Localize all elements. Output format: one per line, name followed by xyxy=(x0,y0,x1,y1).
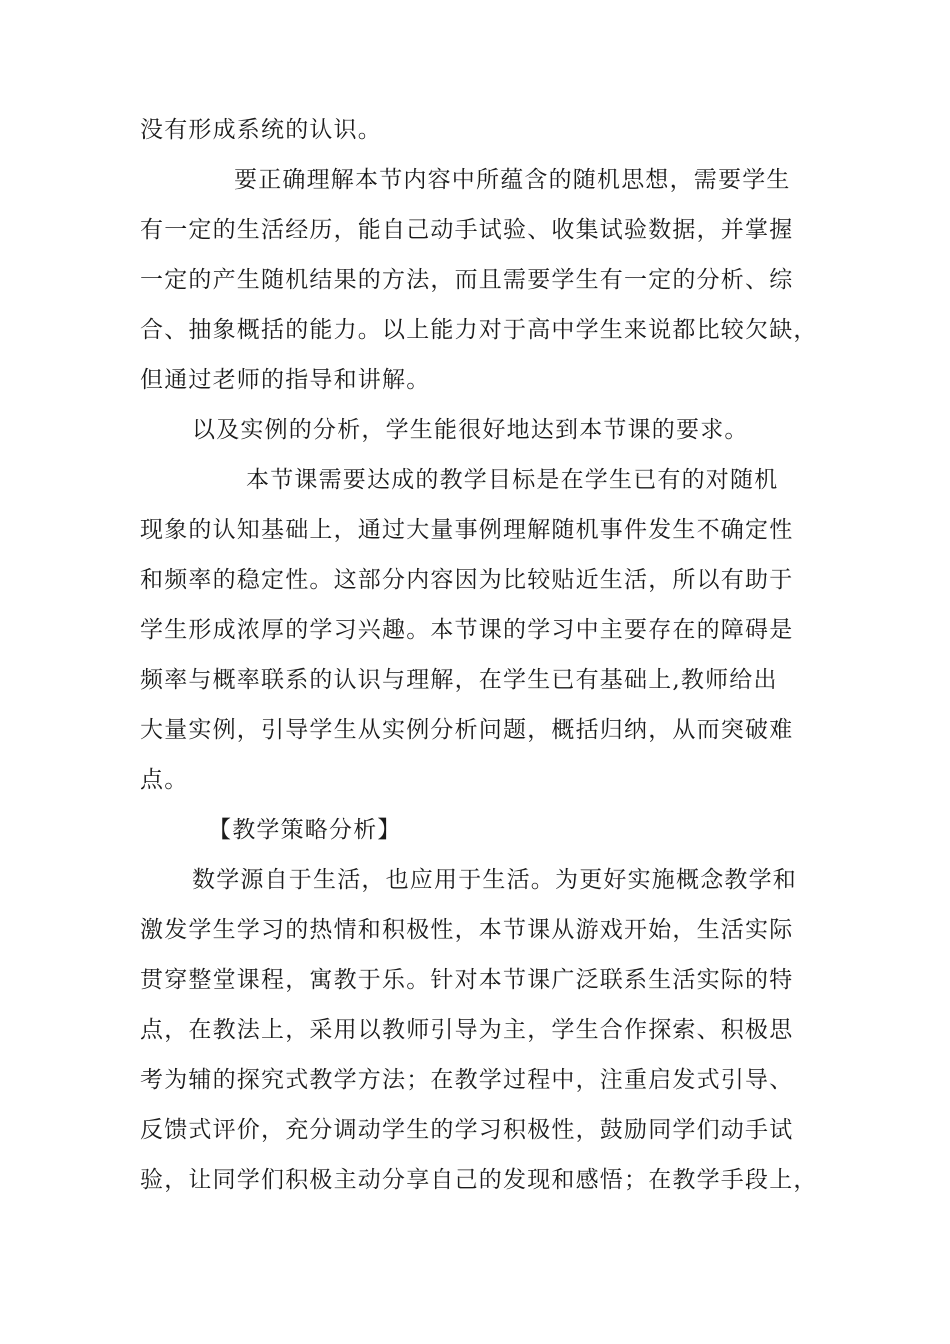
text-line: 没有形成系统的认识。 xyxy=(140,117,382,143)
text-line: 和频率的稳定性。这部分内容因为比较贴近生活，所以有助于 xyxy=(140,567,794,593)
text-line: 验，让同学们积极主动分享自己的发现和感悟；在教学手段上， xyxy=(140,1167,818,1193)
text-line: 但通过老师的指导和讲解。 xyxy=(140,367,431,393)
text-line: 激发学生学习的热情和积极性，本节课从游戏开始，生活实际 xyxy=(140,917,794,943)
text-line: 一定的产生随机结果的方法，而且需要学生有一定的分析、综 xyxy=(140,267,794,293)
text-line: 要正确理解本节内容中所蕴含的随机思想，需要学生 xyxy=(234,167,791,193)
text-line: 点，在教法上，采用以教师引导为主，学生合作探索、积极思 xyxy=(140,1017,794,1043)
text-line: 考为辅的探究式教学方法；在教学过程中，注重启发式引导、 xyxy=(140,1067,794,1093)
text-line: 贯穿整堂课程，寓教于乐。针对本节课广泛联系生活实际的特 xyxy=(140,967,794,993)
text-line: 本节课需要达成的教学目标是在学生已有的对随机 xyxy=(246,467,779,493)
text-line: 学生形成浓厚的学习兴趣。本节课的学习中主要存在的障碍是 xyxy=(140,617,794,643)
text-line: 点。 xyxy=(140,767,189,793)
section-heading: 【教学策略分析】 xyxy=(208,817,402,843)
text-line: 合、抽象概括的能力。以上能力对于高中学生来说都比较欠缺， xyxy=(140,317,818,343)
text-line: 大量实例，引导学生从实例分析问题，概括归纳，从而突破难 xyxy=(140,717,794,743)
text-line: 现象的认知基础上，通过大量事例理解随机事件发生不确定性 xyxy=(140,517,794,543)
text-line: 反馈式评价，充分调动学生的学习积极性，鼓励同学们动手试 xyxy=(140,1117,794,1143)
text-line: 数学源自于生活，也应用于生活。为更好实施概念教学和 xyxy=(192,867,797,893)
text-line: 有一定的生活经历，能自己动手试验、收集试验数据，并掌握 xyxy=(140,217,794,243)
text-line: 以及实例的分析，学生能很好地达到本节课的要求。 xyxy=(192,417,749,443)
text-line: 频率与概率联系的认识与理解，在学生已有基础上,教师给出 xyxy=(140,667,778,693)
